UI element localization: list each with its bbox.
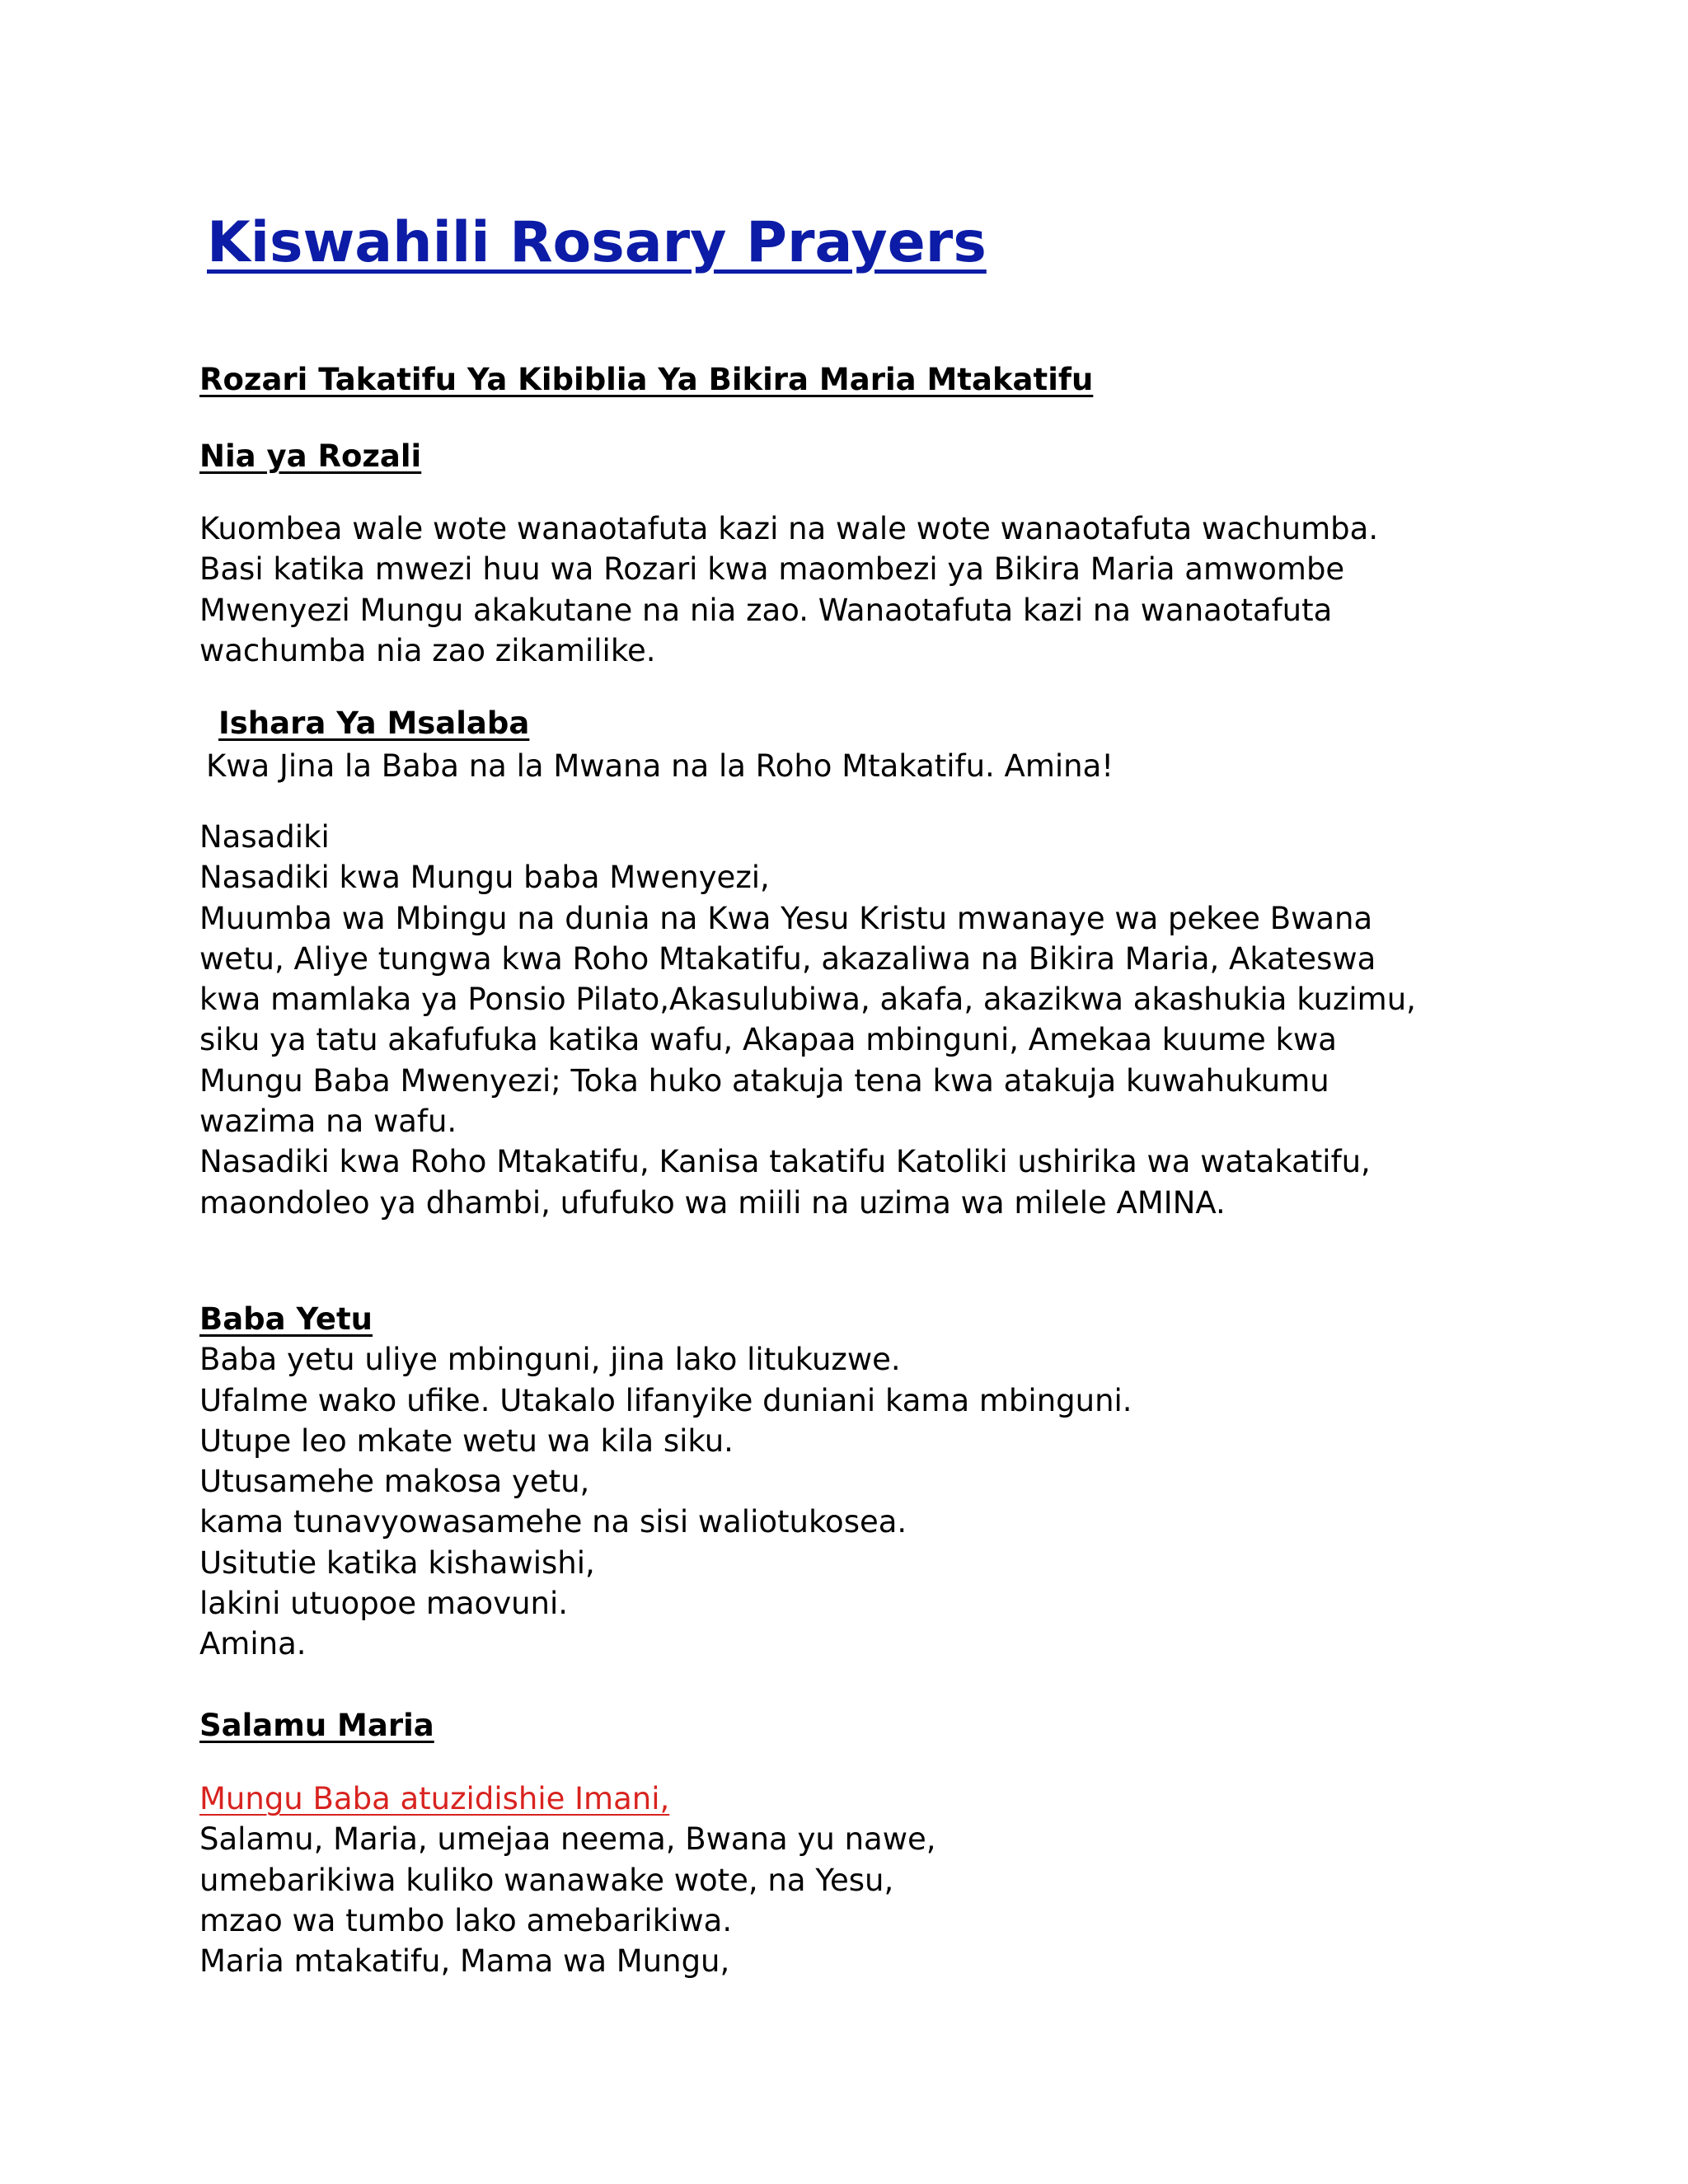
baba-yetu-line: Baba yetu uliye mbinguni, jina lako litukuzwe. — [199, 1342, 901, 1378]
baba-yetu-line: Ufalme wako ufike. Utakalo lifanyike duniani kama mbinguni. — [199, 1382, 1132, 1418]
document-subtitle: Rozari Takatifu Ya Kibiblia Ya Bikira Maria Mtakatifu — [199, 362, 1094, 397]
baba-yetu-line: kama tunavyowasamehe na sisi waliotukosea. — [199, 1504, 907, 1540]
baba-yetu-section — [199, 1299, 1518, 1665]
baba-yetu-line: Amina. — [199, 1626, 307, 1662]
salamu-maria-section — [199, 1779, 1518, 1981]
salamu-maria-line: Maria mtakatifu, Mama wa Mungu, — [199, 1943, 730, 1980]
nasadiki-line: wazima na wafu. — [199, 1104, 457, 1140]
nasadiki-section — [199, 817, 1518, 1223]
nasadiki-line: Nasadiki kwa Roho Mtakatifu, Kanisa takatifu Katoliki ushirika wa watakatifu, — [199, 1144, 1371, 1180]
salamu-maria-line: umebarikiwa kuliko wanawake wote, na Yesu, — [199, 1862, 894, 1898]
nasadiki-line: wetu, Aliye tungwa kwa Roho Mtakatifu, akazaliwa na Bikira Maria, Akateswa — [199, 940, 1376, 977]
baba-yetu-heading: Baba Yetu — [199, 1301, 373, 1337]
salamu-maria-heading: Salamu Maria — [199, 1708, 434, 1743]
ishara-heading: Ishara Ya Msalaba — [218, 705, 530, 741]
nia-heading: Nia ya Rozali — [199, 438, 422, 474]
nasadiki-line: Mungu Baba Mwenyezi; Toka huko atakuja tena kwa atakuja kuwahukumu — [199, 1062, 1329, 1099]
nasadiki-line: maondoleo ya dhambi, ufufuko wa miili na uzima wa milele AMINA. — [199, 1184, 1226, 1221]
nasadiki-line: Nasadiki kwa Mungu baba Mwenyezi, — [199, 860, 770, 896]
page-title: Kiswahili Rosary Prayers — [207, 210, 987, 275]
salamu-maria-line: Salamu, Maria, umejaa neema, Bwana yu nawe, — [199, 1821, 936, 1858]
nia-line: wachumba nia zao zikamilike. — [199, 632, 656, 668]
baba-yetu-line: Usitutie katika kishawishi, — [199, 1544, 595, 1581]
nasadiki-heading: Nasadiki — [199, 819, 330, 855]
nia-paragraph — [199, 509, 1518, 671]
salamu-maria-line: mzao wa tumbo lako amebarikiwa. — [199, 1902, 733, 1938]
baba-yetu-line: Utusamehe makosa yetu, — [199, 1464, 590, 1500]
nia-line: Kuombea wale wote wanaotafuta kazi na wale wote wanaotafuta wachumba. — [199, 511, 1379, 546]
salamu-maria-intro-link[interactable]: Mungu Baba atuzidishie Imani, — [199, 1781, 670, 1816]
nia-line: Mwenyezi Mungu akakutane na nia zao. Wanaotafuta kazi na wanaotafuta — [199, 592, 1333, 628]
nasadiki-line: siku ya tatu akafufuka katika wafu, Akapaa mbinguni, Amekaa kuume kwa — [199, 1022, 1337, 1058]
nasadiki-line: kwa mamlaka ya Ponsio Pilato,Akasulubiwa, akafa, akazikwa akashukia kuzimu, — [199, 982, 1416, 1018]
ishara-text: Kwa Jina la Baba na la Mwana na la Roho Mtakatifu. Amina! — [206, 748, 1114, 784]
nia-line: Basi katika mwezi huu wa Rozari kwa maombezi ya Bikira Maria amwombe — [199, 551, 1345, 588]
nasadiki-line: Muumba wa Mbingu na dunia na Kwa Yesu Kristu mwanaye wa pekee Bwana — [199, 900, 1373, 936]
baba-yetu-line: lakini utuopoe maovuni. — [199, 1586, 569, 1622]
baba-yetu-line: Utupe leo mkate wetu wa kila siku. — [199, 1422, 734, 1459]
